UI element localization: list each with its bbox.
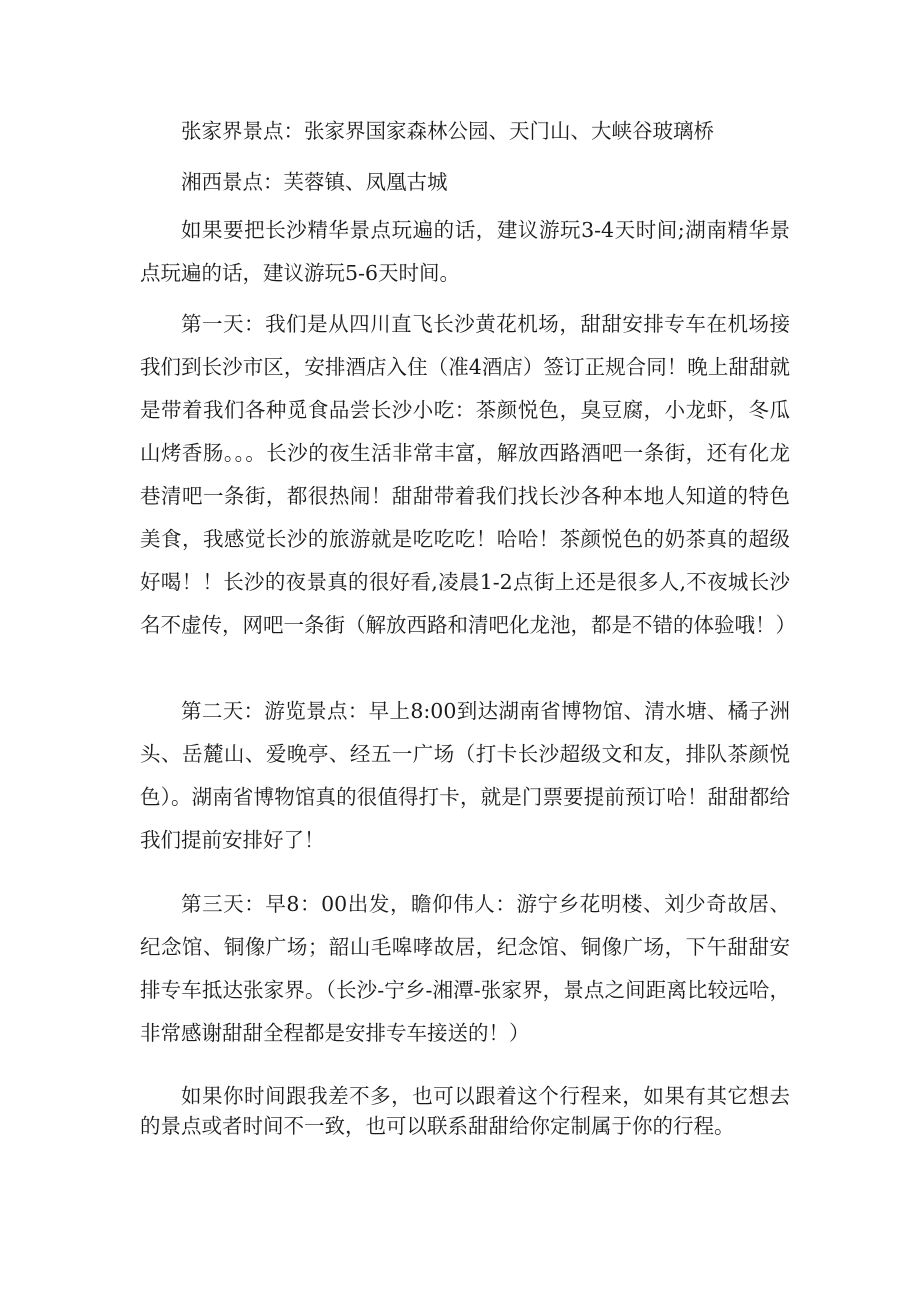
paragraph-zhangjiajie-attractions: 张家界景点：张家界国家森林公园、天门山、大峡谷玻璃桥 (181, 119, 714, 143)
paragraph-xiangxi-attractions: 湘西景点：芙蓉镇、凤凰古城 (181, 170, 448, 194)
paragraph-closing-note: 如果你时间跟我差不多，也可以跟着这个行程来，如果有其它想去的景点或者时间不一致，也可以联系甜甜给你定制属于你的行程。 (140, 1084, 790, 1138)
paragraph-suggested-duration: 如果要把长沙精华景点玩遍的话，建议游玩3-4天时间;湖南精华景点玩遍的话，建议游玩5-6天时间。 (140, 218, 790, 285)
paragraph-day-one: 第一天：我们是从四川直飞长沙黄花机场，甜甜安排专车在机场接我们到长沙市区，安排酒店入住（准4酒店）签订正规合同！晚上甜甜就是带着我们各种觅食品尝长沙小吃：茶颜悦色，臭豆腐，小龙虾，冬瓜山烤香肠。。。长沙的夜生活非常丰富，解放西路酒吧一条街，还有化龙巷清吧一条街，都很热闹！甜甜带着我们找长沙各种本地人知道的特色美食，我感觉长沙的旅游就是吃吃吃！哈哈！茶颜悦色的奶茶真的超级好喝！！长沙的夜景真的很好看,凌晨1-2点街上还是很多人,不夜城长沙名不虚传，网吧一条街（解放西路和清吧化龙池，都是不错的体验哦！） (140, 312, 796, 637)
paragraph-day-two: 第二天：游览景点：早上8:00到达湖南省博物馆、清水塘、橘子洲头、岳麓山、爱晚亭、经五一广场（打卡长沙超级文和友，排队茶颜悦色）。湖南省博物馆真的很值得打卡，就是门票要提前预订哈！甜甜都给我们提前安排好了！ (140, 699, 790, 852)
paragraph-day-three: 第三天：早8：00出发，瞻仰伟人：游宁乡花明楼、刘少奇故居、纪念馆、铜像广场；韶山毛嗥哮故居，纪念馆、铜像广场，下午甜甜安排专车抵达张家界。（长沙-宁乡-湘潭-张家界，景点之间距离比较远哈，非常感谢甜甜全程都是安排专车接送的！） (140, 892, 790, 1045)
